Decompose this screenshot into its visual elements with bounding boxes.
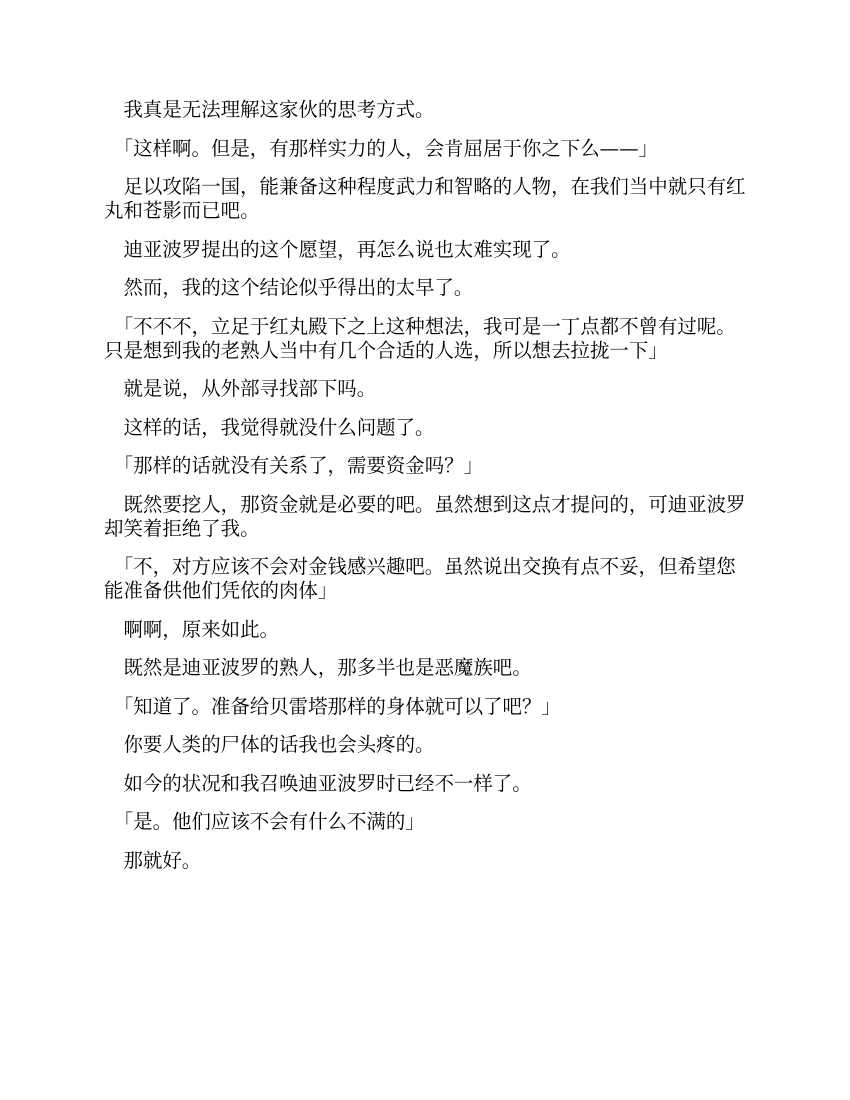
paragraph-narration: 这样的话，我觉得就没什么问题了。 (123, 415, 435, 439)
paragraph-narration: 既然是迪亚波罗的熟人，那多半也是恶魔族吧。 (123, 656, 532, 679)
paragraph-dialogue: 「这样啊。但是，有那样实力的人，会肯屈居于你之下么——」 (113, 136, 658, 160)
paragraph-narration: 就是说，从外部寻找部下吗。 (123, 377, 377, 400)
paragraph-narration: 如今的状况和我召唤迪亚波罗时已经不一样了。 (123, 771, 532, 795)
paragraph-narration: 然而，我的这个结论似乎得出的太早了。 (123, 276, 474, 299)
paragraph-narration: 你要人类的尸体的话我也会头疼的。 (123, 733, 435, 756)
paragraph-narration: 啊啊，原来如此。 (123, 617, 279, 641)
paragraph-dialogue: 「不，对方应该不会对金钱感兴趣吧。虽然说出交换有点不妥，但希望您能准备供他们凭依的肉体」 (104, 555, 736, 602)
paragraph-narration: 那就好。 (123, 848, 202, 872)
paragraph-dialogue: 「是。他们应该不会有什么不满的」 (113, 810, 425, 833)
paragraph-dialogue: 「不不不，立足于红丸殿下之上这种想法，我可是一丁点都不曾有过呢。只是想到我的老熟人当中有几个合适的人选，所以想去拉拢一下」 (104, 314, 736, 362)
document-page (104, 98, 746, 887)
paragraph-narration: 我真是无法理解这家伙的思考方式。 (123, 98, 435, 121)
paragraph-dialogue: 「知道了。准备给贝雷塔那样的身体就可以了吧？」 (113, 694, 561, 718)
paragraph-narration: 足以攻陷一国，能兼备这种程度武力和智略的人物，在我们当中就只有红丸和苍影而已吧。 (104, 175, 746, 222)
paragraph-narration: 既然要挖人，那资金就是必要的吧。虽然想到这点才提问的，可迪亚波罗却笑着拒绝了我。 (104, 492, 746, 540)
paragraph-dialogue: 「那样的话就没有关系了，需要资金吗？」 (113, 454, 484, 477)
paragraph-narration: 迪亚波罗提出的这个愿望，再怎么说也太难实现了。 (123, 237, 571, 261)
